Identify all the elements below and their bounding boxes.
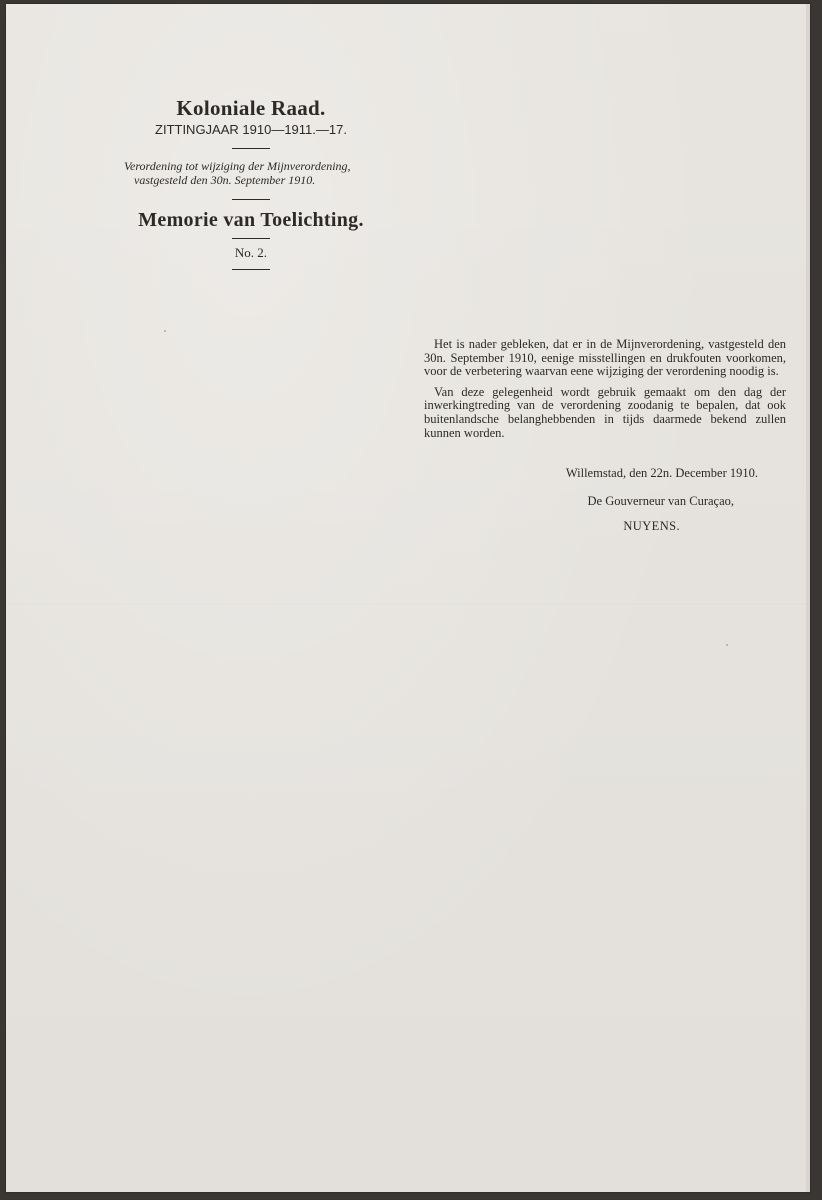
page-edge xyxy=(806,4,810,1192)
divider xyxy=(232,148,270,149)
document-heading xyxy=(116,96,386,280)
divider xyxy=(232,199,270,200)
document-page xyxy=(6,4,810,1192)
council-title: Koloniale Raad. xyxy=(176,96,326,120)
subject-line-2: vastgesteld den 30n. September 1910. xyxy=(134,173,316,187)
paper-speck xyxy=(164,330,166,332)
paper-speck xyxy=(726,644,728,646)
divider xyxy=(232,269,270,270)
place-and-date: Willemstad, den 22n. December 1910. xyxy=(565,466,758,480)
ordinance-subject xyxy=(116,159,386,187)
subject-line-1: Verordening tot wijziging der Mijnverordening, xyxy=(124,159,351,173)
paragraph-1: Het is nader gebleken, dat er in de Mijnverordening, vastgesteld den 30n. September 1910, eenige misstellingen en drukfouten voorkomen, voor de verbetering waarvan eene wijziging der verordening noodig is. xyxy=(424,337,786,379)
paragraph-2: Van deze gelegenheid wordt gebruik gemaakt om den dag der inwerkingtreding van de verordening zoodanig te bepalen, dat ook buitenlandsche belanghebbenden in tijds daarmede bekend zullen kunnen worden. xyxy=(424,384,786,440)
document-number: No. 2. xyxy=(234,245,268,260)
session-year: ZITTINGJAAR 1910—1911.—17. xyxy=(155,122,347,137)
divider xyxy=(232,238,270,239)
memorie-heading: Memorie van Toelichting. xyxy=(138,209,364,231)
governor-title: De Gouverneur van Curaçao, xyxy=(587,494,734,508)
page-fold xyxy=(6,604,810,606)
explanation-body xyxy=(424,338,786,447)
signature-name: NUYENS. xyxy=(623,519,680,533)
